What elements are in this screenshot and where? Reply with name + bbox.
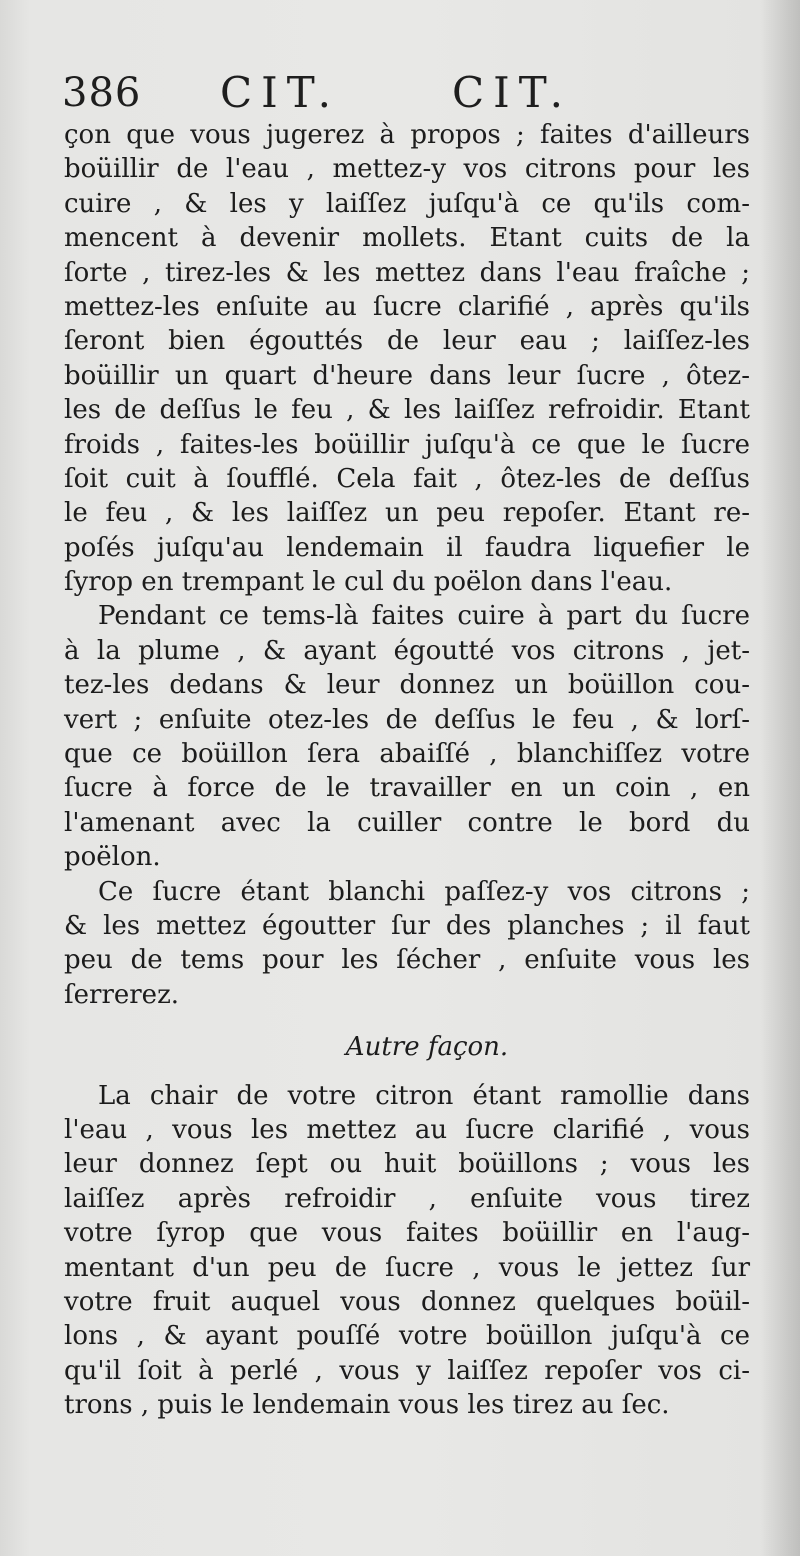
text-line: l'amenant avec la cuiller contre le bord du xyxy=(64,807,750,838)
text-line: mencent à devenir mollets. Etant cuits de la xyxy=(64,223,750,254)
text-line: La chair de votre citron étant ramollie dans xyxy=(98,1080,750,1111)
text-line: poſés juſqu'au lendemain il faudra liquefier le xyxy=(64,532,750,563)
paragraph xyxy=(64,875,750,1013)
text-line: cuire , & les y laiſſez juſqu'à ce qu'ils com- xyxy=(64,188,750,219)
text-line: mettez-les enſuite au ſucre clarifié , après qu'ils xyxy=(64,291,750,322)
text-line: tez-les dedans & leur donnez un boüillon cou- xyxy=(64,670,750,701)
text-line: ſeront bien égouttés de leur eau ; laiſſez-les xyxy=(64,326,750,357)
text-line: le feu , & les laiſſez un peu repoſer. Etant re- xyxy=(64,498,750,529)
text-line: lons , & ayant pouſſé votre boüillon juſqu'à ce xyxy=(64,1321,750,1352)
section-subheading: Autre façon. xyxy=(345,1032,509,1063)
text-line: votre fruit auquel vous donnez quelques boüil- xyxy=(64,1286,750,1317)
text-line: & les mettez égoutter ſur des planches ; il faut xyxy=(64,910,750,941)
text-line: mentant d'un peu de ſucre , vous le jettez ſur xyxy=(64,1252,750,1283)
text-line: à la plume , & ayant égoutté vos citrons , jet- xyxy=(64,635,750,666)
text-line: qu'il ſoit à perlé , vous y laiſſez repoſer vos ci- xyxy=(64,1355,750,1386)
text-line: vert ; enſuite otez-les de deſſus le feu , & lorſ- xyxy=(64,704,750,735)
text-line: Ce ſucre étant blanchi paſſez-y vos citrons ; xyxy=(98,876,750,907)
text-line: ſorte , tirez-les & les mettez dans l'eau fraîche ; xyxy=(64,257,750,288)
text-line: l'eau , vous les mettez au ſucre clarifié , vous xyxy=(64,1114,750,1145)
running-head-right: CIT. xyxy=(452,68,572,117)
paragraph-continued xyxy=(64,118,750,599)
paragraph xyxy=(64,599,750,874)
text-line: que ce boüillon ſera abaiſſé , blanchiſſez votre xyxy=(64,739,750,770)
page-number: 386 xyxy=(62,70,142,116)
text-line: les de deſſus le feu , & les laiſſez refroidir. Etant xyxy=(64,395,750,426)
text-line: trons , puis le lendemain vous les tirez au ſec. xyxy=(64,1390,670,1421)
text-line: ſerrerez. xyxy=(64,979,180,1010)
text-line: boüillir un quart d'heure dans leur ſucre , ôtez- xyxy=(64,360,750,391)
text-line: poëlon. xyxy=(64,842,161,873)
running-head-left: CIT. xyxy=(220,68,340,117)
text-line: froids , faites-les boüillir juſqu'à ce que le ſucre xyxy=(64,429,750,460)
paragraph xyxy=(64,1079,750,1423)
text-line: Pendant ce tems-là faites cuire à part du ſucre xyxy=(98,601,750,632)
page-edge-shadow xyxy=(760,0,800,1556)
body-text xyxy=(64,118,750,1422)
text-line: leur donnez ſept ou huit boüillons ; vous les xyxy=(64,1149,750,1180)
text-line: laiſſez après refroidir , enſuite vous tirez xyxy=(64,1183,750,1214)
text-line: peu de tems pour les ſécher , enſuite vous les xyxy=(64,945,750,976)
text-line: ſyrop en trempant le cul du poëlon dans l'eau. xyxy=(64,567,673,598)
text-line: çon que vous jugerez à propos ; faites d'ailleurs xyxy=(64,120,750,150)
text-line: boüillir de l'eau , mettez-y vos citrons pour les xyxy=(64,154,750,185)
text-line: ſoit cuit à ſoufflé. Cela fait , ôtez-les de deſſus xyxy=(64,463,750,494)
text-line: ſucre à force de le travailler en un coin , en xyxy=(64,773,750,804)
text-line: votre ſyrop que vous faites boüillir en l'aug- xyxy=(64,1218,750,1249)
